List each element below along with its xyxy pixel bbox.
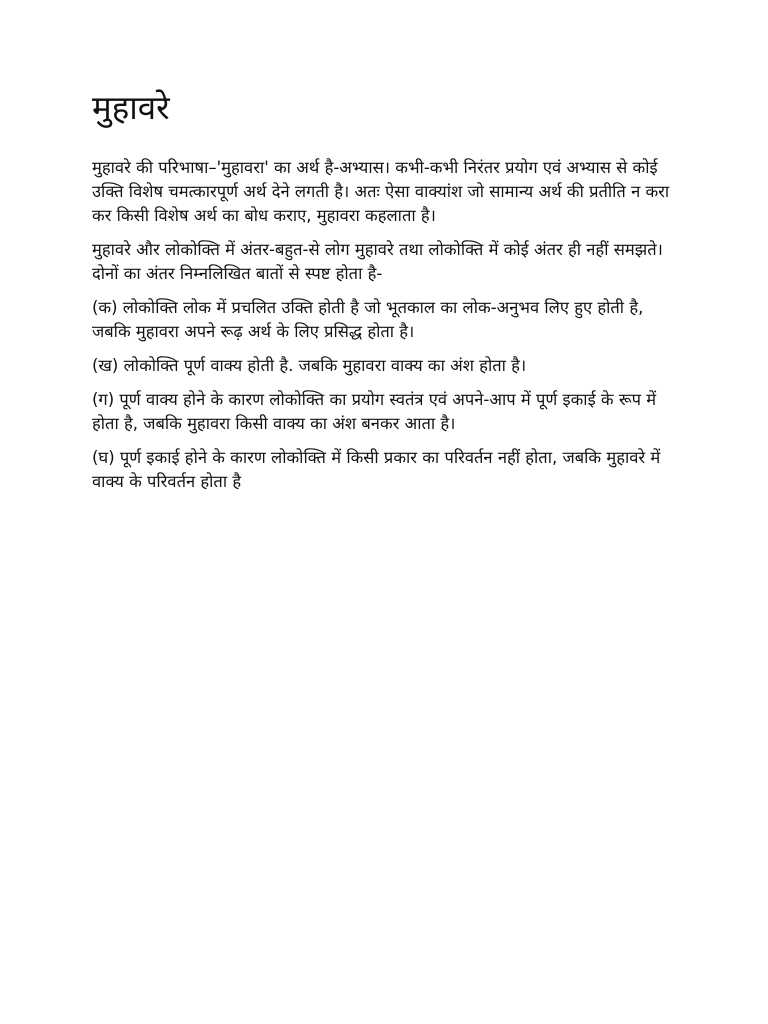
paragraph-point-gha: (घ) पूर्ण इकाई होने के कारण लोकोक्ति में किसी प्रकार का परिवर्तन नहीं होता, जबकि मुहावरे में वाक्य के परिवर्तन होता है xyxy=(92,448,661,491)
document-content xyxy=(92,86,682,504)
paragraph-definition: मुहावरे की परिभाषा–'मुहावरा' का अर्थ है-अभ्यास। कभी-कभी निरंतर प्रयोग एवं अभ्यास से कोई उक्ति विशेष चमत्कारपूर्ण अर्थ देने लगती है। अतः ऐसा वाक्यांश जो सामान्य अर्थ की प्रतीति न करा कर किसी विशेष अर्थ का बोध कराए, मुहावरा कहलाता है। xyxy=(92,158,670,225)
paragraph-point-kha: (ख) लोकोक्ति पूर्ण वाक्य होती है. जबकि मुहावरा वाक्य का अंश होता है। xyxy=(92,356,527,375)
paragraph-point-ka: (क) लोकोक्ति लोक में प्रचलित उक्ति होती है जो भूतकाल का लोक-अनुभव लिए हुए होती है, जबकि मुहावरा अपने रूढ़ अर्थ के लिए प्रसिद्ध होता है। xyxy=(92,298,644,341)
paragraph-point-ga: (ग) पूर्ण वाक्य होने के कारण लोकोक्ति का प्रयोग स्वतंत्र एवं अपने-आप में पूर्ण इकाई के रूप में होता है, जबकि मुहावरा किसी वाक्य का अंश बनकर आता है। xyxy=(92,390,657,433)
paragraph-difference-intro: मुहावरे और लोकोक्ति में अंतर-बहुत-से लोग मुहावरे तथा लोकोक्ति में कोई अंतर ही नहीं समझते। दोनों का अंतर निम्नलिखित बातों से स्पष्ट होता है- xyxy=(92,240,663,283)
page-title: मुहावरे xyxy=(92,88,170,127)
